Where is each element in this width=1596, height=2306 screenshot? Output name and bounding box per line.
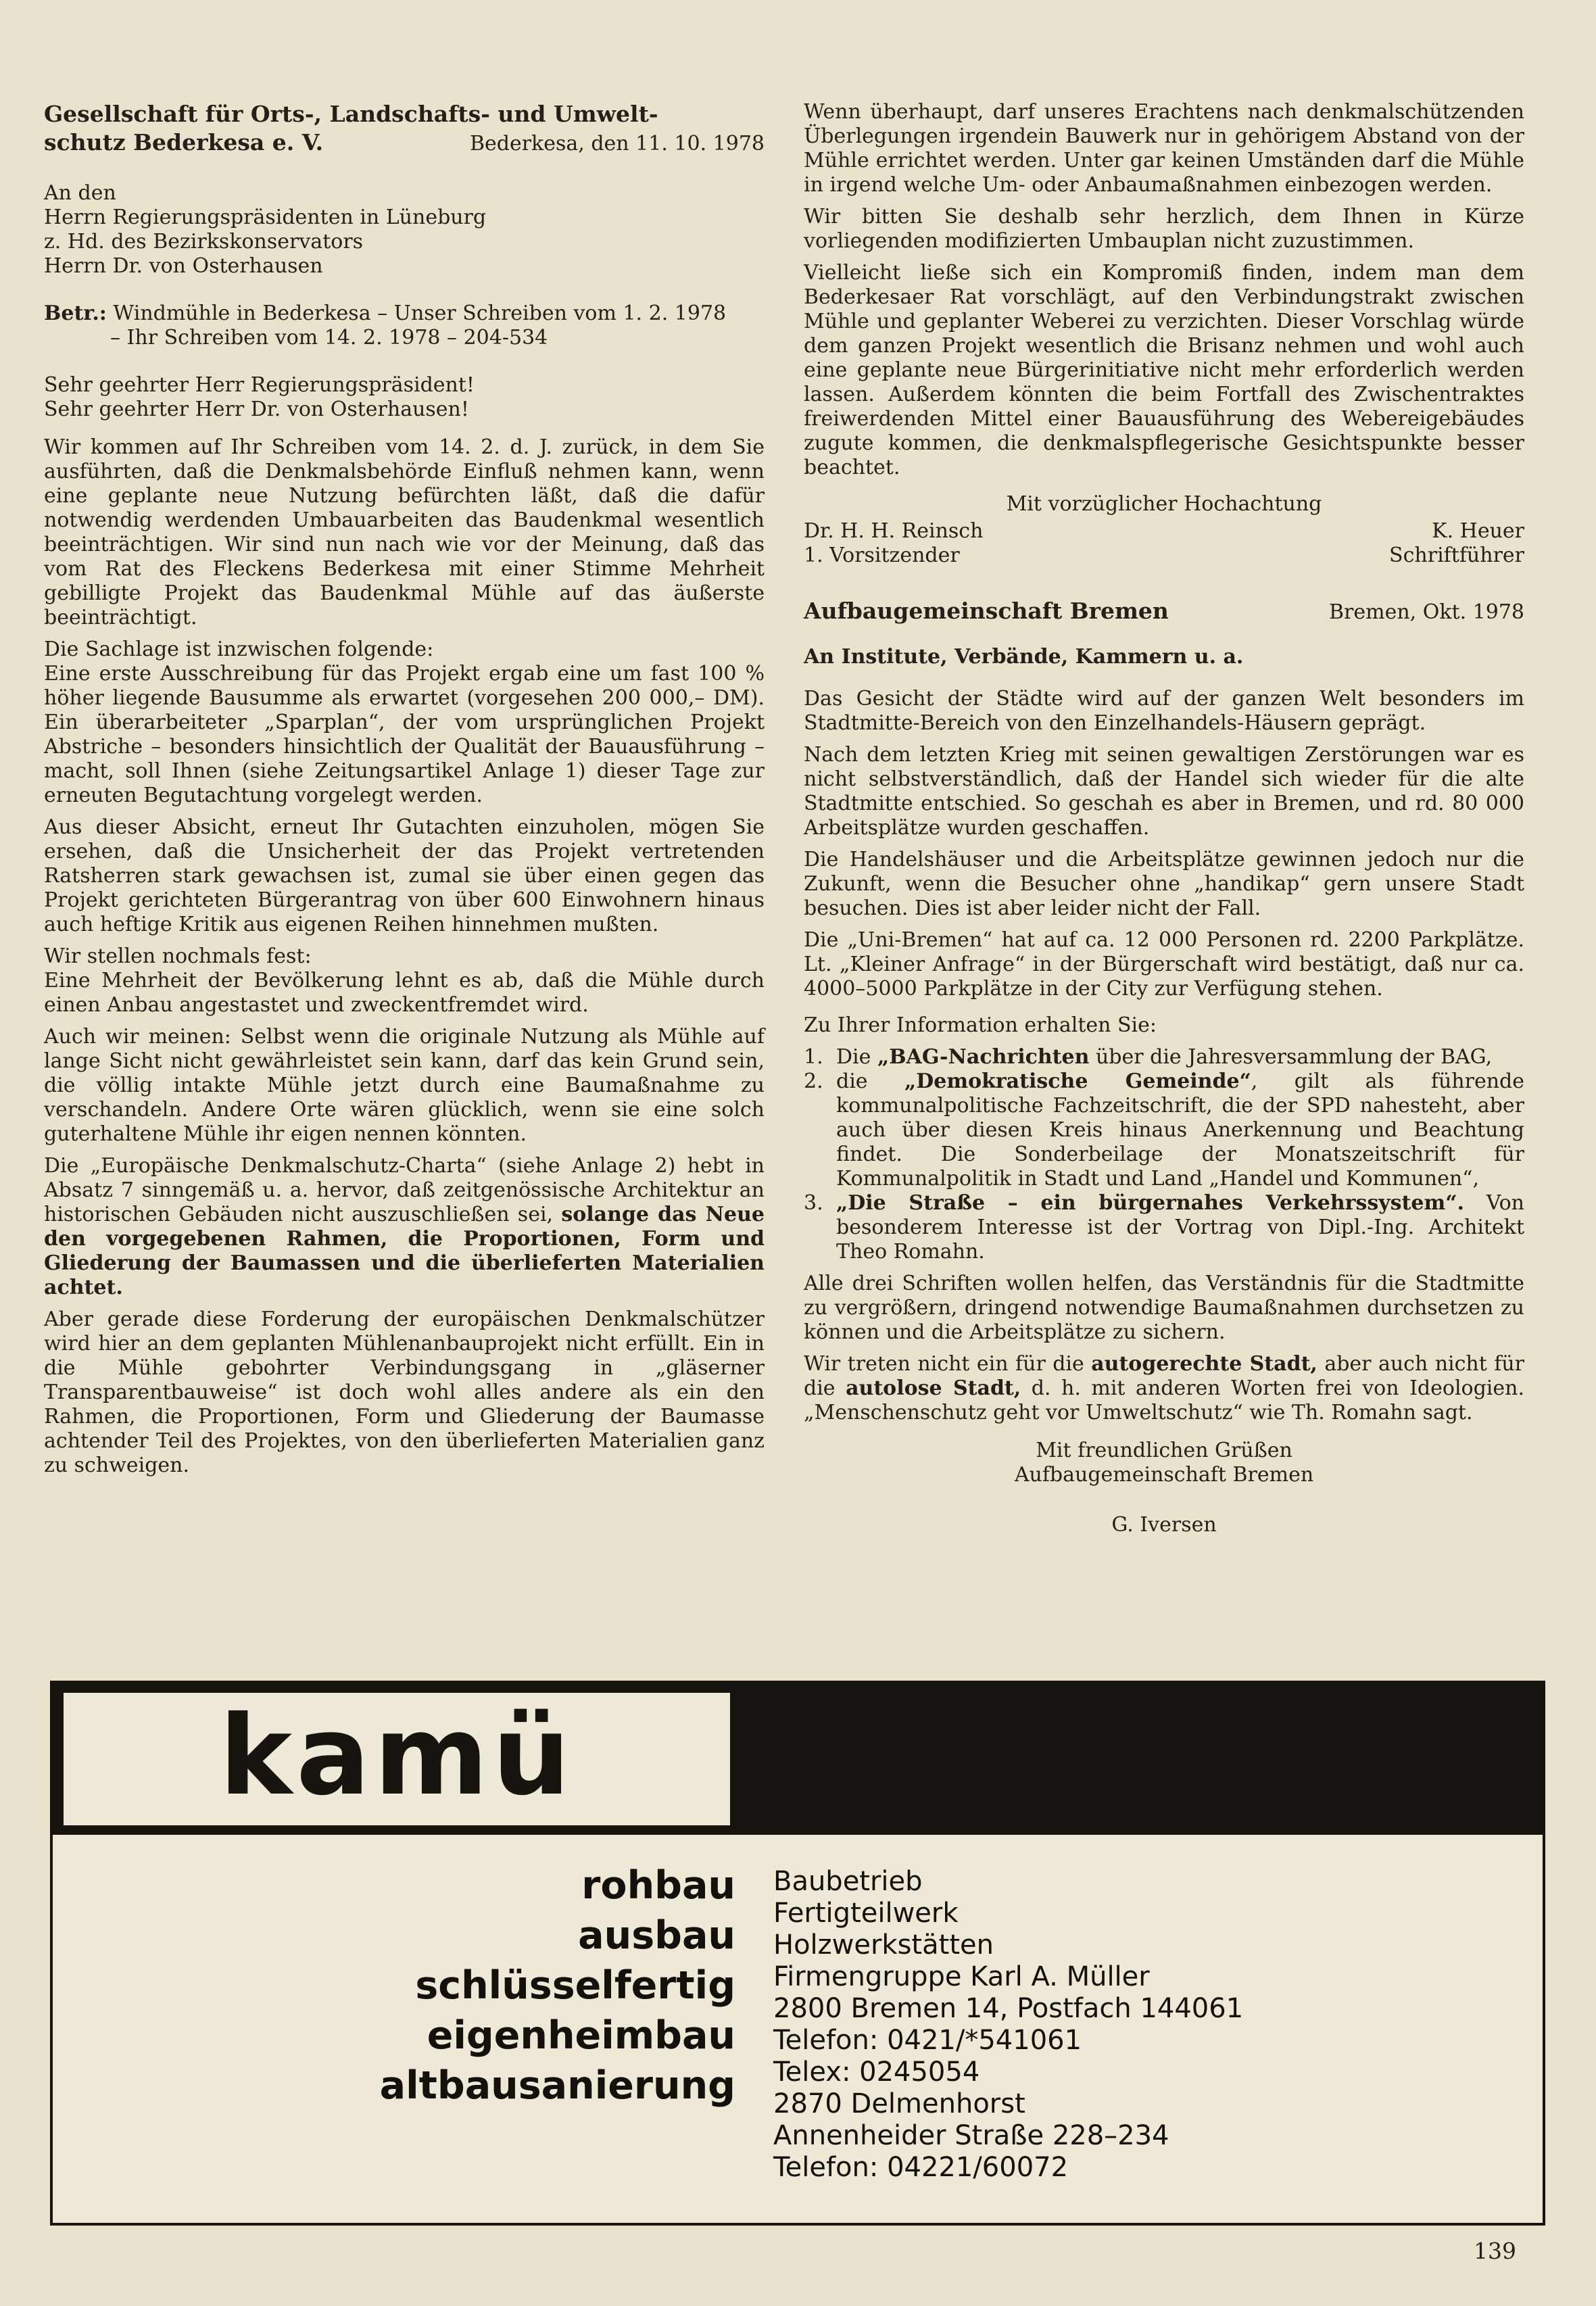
letter2-dateline: Bremen, Okt. 1978 xyxy=(1329,600,1524,624)
ad-header-band xyxy=(53,1683,1543,1835)
feststellung-section xyxy=(44,944,765,1017)
item-bold-text: „Die Straße – ein bürgernahes Verkehrssystem“. xyxy=(836,1191,1464,1215)
kamu-logo-text: kamü xyxy=(219,1693,575,1820)
paragraph: Wenn überhaupt, darf unseres Erachtens nach denkmalschützenden Überlegungen irgendein Bauwerk nur in gehörigem Abstand von der Mühle errichtet werden. Unter gar keinen Umständen darf die Mühle in irgend welche Um- oder Anbaumaßnahmen einbezogen werden. xyxy=(804,100,1524,197)
list-item-text xyxy=(836,1045,1524,1070)
ad-detail-line: Telex: 0245054 xyxy=(773,2057,980,2088)
charta-text: Die „Europäische Denkmalschutz-Charta“ (siehe Anlage 2) hebt in Absatz 7 sinngemäß u. a. hervor, daß zeitgenössische Architektur an historischen Gebäuden nicht auszuschließen sei, xyxy=(44,1154,765,1226)
list-item-text xyxy=(836,1070,1524,1191)
right-column xyxy=(804,100,1524,1537)
paragraph: Eine erste Ausschreibung für das Projekt ergab eine um fast 100 % höher liegende Bausumme als erwartet (vorgesehen 200 000,– DM). Ein überarbeiteter „Sparplan“, der vom ursprünglichen Projekt Abstriche – besonders hinsichtlich der Qualität der Bauausführung – macht, soll Ihnen (siehe Zeitungsartikel Anlage 1) dieser Tage zur erneuten Begutachtung vorgelegt werden. xyxy=(44,662,765,807)
subject-text: Windmühle in Bederkesa – Unser Schreiben vom 1. 2. 1978 xyxy=(113,302,727,325)
letter1-org-line1: Gesellschaft für Orts-, Landschafts- und Umwelt- xyxy=(44,101,658,127)
salutation-block xyxy=(44,373,765,422)
address-line: An den xyxy=(44,181,116,205)
signature-roles-row xyxy=(804,544,1524,568)
paragraph: Eine Mehrheit der Bevölkerung lehnt es ab, daß die Mühle durch einen Anbau angestastet und zweckentfremdet wird. xyxy=(44,969,765,1017)
list-number: 3. xyxy=(804,1191,823,1215)
closing-line: Mit freundlichen Grüßen xyxy=(1036,1439,1292,1462)
paragraph: Nach dem letzten Krieg mit seinen gewaltigen Zerstörungen war es nicht selbstverständlich, daß der Handel sich wieder für die alte Stadtmitte entschied. So geschah es aber in Bremen, und rd. 80 000 Arbeitsplätze wurden geschaffen. xyxy=(804,743,1524,840)
item-text: Die xyxy=(836,1045,877,1069)
page-number: 139 xyxy=(1474,2238,1516,2264)
item-text: über die Jahresversammlung der BAG, xyxy=(1089,1045,1493,1069)
ad-detail-line: Baubetrieb xyxy=(773,1866,923,1897)
signature-role-right: Schriftführer xyxy=(1389,544,1524,567)
sachlage-section xyxy=(44,638,765,808)
paragraph: Die Handelshäuser und die Arbeitsplätze gewinnen jedoch nur die Zukunft, wenn die Besucher ohne „handikap“ gern unsere Stadt besuchen. Dies ist aber leider nicht der Fall. xyxy=(804,848,1524,920)
subject-label: Betr.: xyxy=(44,302,107,325)
item-text: die xyxy=(836,1070,904,1093)
ad-detail-line: Annenheider Straße 228–234 xyxy=(773,2120,1169,2151)
list-number: 2. xyxy=(804,1070,823,1093)
paragraph: Vielleicht ließe sich ein Kompromiß finden, indem man dem Bederkesaer Rat vorschlägt, auf den Verbindungstrakt zwischen Mühle und geplanter Weberei zu verzichten. Dieser Vorschlag würde dem ganzen Projekt wesentlich die Brisanz nehmen und wohl auch eine geplante neue Bürgerinitiative nicht mehr erforderlich werden lassen. Außerdem könnten die beim Fortfall des Zwischentraktes freiwerdenden Mittel einer Bauausführung des Webereigebäudes zugute kommen, die denkmalspflegerische Gesichtspunkte besser beachtet. xyxy=(804,261,1524,479)
paragraph-text: d. h. mit anderen Worten frei von Ideologien. „Menschenschutz geht vor Umweltschutz“ wie Th. Romahn sagt. xyxy=(804,1376,1525,1424)
ad-detail-line: Fertigteilwerk xyxy=(773,1898,959,1929)
ad-detail-line: Telefon: 04221/60072 xyxy=(773,2152,1069,2183)
paragraph: Alle drei Schriften wollen helfen, das Verständnis für die Stadtmitte zu vergrößern, dringend notwendige Baumaßnahmen durchsetzen zu können und die Arbeitsplätze zu sichern. xyxy=(804,1272,1524,1344)
letter1-dateline: Bederkesa, den 11. 10. 1978 xyxy=(469,132,765,155)
item-bold-text: „BAG-Nachrichten xyxy=(877,1045,1090,1069)
paragraph: Wir kommen auf Ihr Schreiben vom 14. 2. d. J. zurück, in dem Sie ausführten, daß die Denkmalsbehörde Einfluß nehmen kann, wenn eine geplante neue Nutzung befürchten läßt, daß die dafür notwendig werdenden Umbauarbeiten das Baudenkmal wesentlich beeinträchtigen. Wir sind nun nach wie vor der Meinung, daß das vom Rat des Fleckens Bederkesa mit einer Stimme Mehrheit gebilligte Projekt das Baudenkmal Mühle auf das äußerste beeinträchtigt. xyxy=(44,435,765,629)
ad-service: altbausanierung xyxy=(379,2063,735,2108)
charta-paragraph xyxy=(44,1154,765,1300)
letter1-org-line2: schutz Bederkesa e. V. xyxy=(44,129,324,155)
ad-detail-line: Holzwerkstätten xyxy=(773,1929,994,1961)
list-item-3 xyxy=(804,1191,1524,1264)
signature-name-right: K. Heuer xyxy=(1432,519,1524,543)
list-item-2 xyxy=(804,1070,1524,1191)
paragraph: Auch wir meinen: Selbst wenn die originale Nutzung als Mühle auf lange Sicht nicht gewährleistet sein kann, darf das kein Grund sein, die völlig intakte Mühle jetzt durch eine Baumaßnahme zu verschandeln. Andere Orte wären glücklich, wenn sie eine solch guterhaltene Mühle ihr eigen nennen könnten. xyxy=(44,1025,765,1146)
paragraph-text: Wir treten nicht ein für die xyxy=(804,1352,1092,1376)
list-number: 1. xyxy=(804,1045,823,1069)
ad-service: ausbau xyxy=(578,1913,735,1958)
paragraph: Wir bitten Sie deshalb sehr herzlich, dem Ihnen in Kürze vorliegenden modifizierten Umbauplan nicht zuzustimmen. xyxy=(804,205,1524,253)
paragraph: Das Gesicht der Städte wird auf der ganzen Welt besonders im Stadtmitte-Bereich von den Einzelhandels-Häusern geprägt. xyxy=(804,687,1524,735)
info-lead: Zu Ihrer Information erhalten Sie: xyxy=(804,1013,1157,1037)
advertisement-kamu xyxy=(50,1681,1545,2226)
letter1-closing: Mit vorzüglicher Hochachtung xyxy=(1006,492,1322,516)
ad-detail-line: Telefon: 0421/*541061 xyxy=(773,2025,1082,2056)
closing-signature: G. Iversen xyxy=(1111,1513,1217,1537)
item-text: , gilt als führende kommunalpolitische Fachzeitschrift, die der SPD nahesteht, aber auch über diesen Kreis hinaus Anerkennung und Beachtung findet. Die Sonderbeilage der Monatszeitschrift für Kommunalpolitik in Stadt und Land „Handel und Kommunen“, xyxy=(836,1070,1524,1191)
ad-company-details xyxy=(773,1860,1243,2184)
letter2-closing xyxy=(804,1439,1524,1537)
ad-detail-line: 2800 Bremen 14, Postfach 144061 xyxy=(773,1993,1244,2024)
letter2-org: Aufbaugemeinschaft Bremen xyxy=(804,598,1169,624)
paragraph-bold-text: autolose Stadt, xyxy=(846,1376,1021,1400)
address-line: Herrn Dr. von Osterhausen xyxy=(44,254,323,278)
letter2-addressee: An Institute, Verbände, Kammern u. a. xyxy=(804,645,1244,669)
subject-block xyxy=(44,302,765,350)
section-lead: Die Sachlage ist inzwischen folgende: xyxy=(44,638,434,661)
item-text: Von besonderem Interesse ist der Vortrag von Dipl.-Ing. Architekt Theo Romahn. xyxy=(836,1191,1524,1264)
signature-role-left: 1. Vorsitzender xyxy=(804,544,960,567)
paragraph-text: aber auch nicht für die xyxy=(804,1352,1524,1400)
signature-name-left: Dr. H. H. Reinsch xyxy=(804,519,984,543)
section-lead: Wir stellen nochmals fest: xyxy=(44,944,312,968)
letter1-header xyxy=(44,100,765,157)
kamu-logo xyxy=(64,1693,730,1825)
paragraph: Aus dieser Absicht, erneut Ihr Gutachten einzuholen, mögen Sie ersehen, daß die Unsicherheit der das Projekt vertretenden Ratsherren stark gewachsen ist, zumal sie über einen gegen das Projekt gerichteten Bürgerantrag von über 600 Einwohnern hinaus auch heftige Kritik aus eigenen Reihen hinnehmen mußten. xyxy=(44,815,765,936)
address-line: z. Hd. des Bezirkskonservators xyxy=(44,230,364,254)
signature-names-row xyxy=(804,519,1524,544)
letter1-org-date-row xyxy=(44,128,765,157)
ad-service: eigenheimbau xyxy=(427,2013,735,2058)
closing-line: Aufbaugemeinschaft Bremen xyxy=(1014,1463,1314,1487)
ad-service: schlüsselfertig xyxy=(415,1963,735,2008)
paragraph-bold-text: autogerechte Stadt, xyxy=(1091,1352,1317,1376)
recipient-address xyxy=(44,181,765,279)
subject-line-2: – Ihr Schreiben vom 14. 2. 1978 – 204-534 xyxy=(110,326,548,350)
salutation-line: Sehr geehrter Herr Dr. von Osterhausen! xyxy=(44,398,469,421)
item-bold-text: „Demokratische Gemeinde“ xyxy=(904,1070,1251,1093)
salutation-line: Sehr geehrter Herr Regierungspräsident! xyxy=(44,373,475,397)
left-column xyxy=(44,100,765,1537)
text-columns xyxy=(44,100,1524,1537)
letter2-header xyxy=(804,599,1524,625)
ad-service: rohbau xyxy=(581,1863,735,1908)
list-item-text xyxy=(836,1191,1524,1264)
ad-services-list xyxy=(53,1860,735,2184)
paragraph-with-bold xyxy=(804,1352,1524,1425)
letter2 xyxy=(804,599,1524,1537)
charta-bold-text: solange das Neue den vorgegebenen Rahmen, die Proportionen, Form und Gliederung der Baumassen und die überlieferten Materialien achtet. xyxy=(44,1203,765,1299)
ad-detail-line: Firmengruppe Karl A. Müller xyxy=(773,1961,1150,1992)
ad-body xyxy=(53,1835,1543,2184)
paragraph: Aber gerade diese Forderung der europäischen Denkmalschützer wird hier an dem geplanten Mühlenanbauprojekt nicht erfüllt. Ein in die Mühle gebohrter Verbindungsgang in „gläserner Transparentbauweise“ ist doch wohl alles andere als ein den Rahmen, die Proportionen, Form und Gliederung der Baumasse achtender Teil des Projektes, von den überlieferten Materialien ganz zu schweigen. xyxy=(44,1307,765,1477)
subject-line-1 xyxy=(44,302,765,326)
paragraph: Die „Uni-Bremen“ hat auf ca. 12 000 Personen rd. 2200 Parkplätze. Lt. „Kleiner Anfrage“ in der Bürgerschaft wird bestätigt, daß nur ca. 4000–5000 Parkplätze in der City zur Verfügung stehen. xyxy=(804,928,1524,1001)
address-line: Herrn Regierungspräsidenten in Lüneburg xyxy=(44,206,487,229)
list-item-1 xyxy=(804,1045,1524,1070)
ad-detail-line: 2870 Delmenhorst xyxy=(773,2088,1025,2119)
